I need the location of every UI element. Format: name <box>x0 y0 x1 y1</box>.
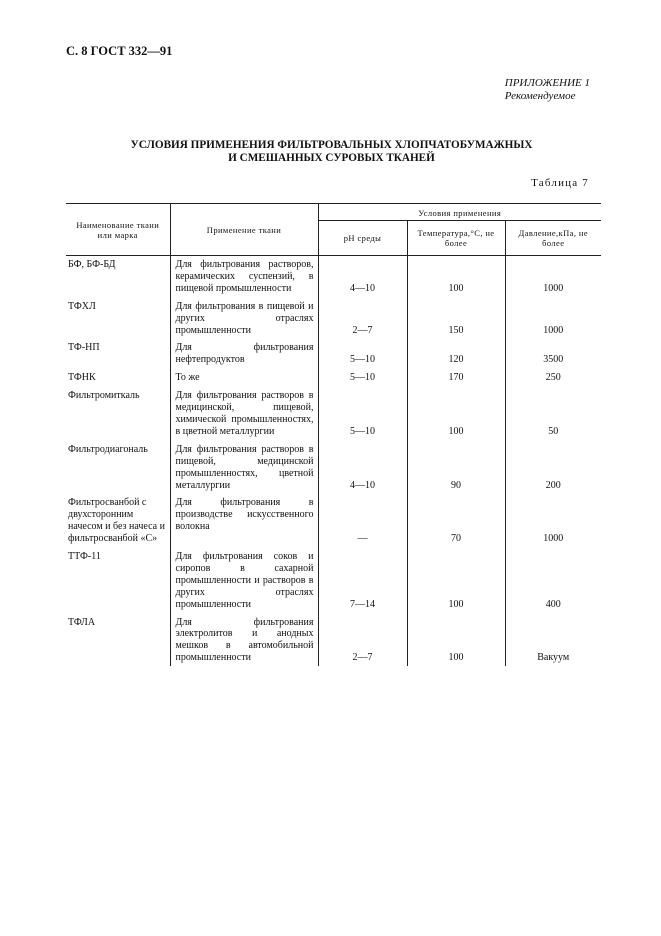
document-title-line-2: И СМЕШАННЫХ СУРОВЫХ ТКАНЕЙ <box>228 151 435 164</box>
cell-pressure: 400 <box>545 598 561 610</box>
cell-temperature: 90 <box>407 442 505 496</box>
cell-pressure: 200 <box>545 479 561 491</box>
appendix-block <box>505 77 590 103</box>
cell-use: Для фильтрования растворов, керамических суспензий, в пищевой промышленности <box>170 256 318 299</box>
header-pressure: Давление,кПа, не более <box>505 221 601 256</box>
header-ph: pH среды <box>318 221 407 256</box>
cell-name: ТФХЛ <box>66 299 170 341</box>
cell-name: Фильтродиагональ <box>66 442 170 496</box>
table-row <box>66 615 601 667</box>
appendix-title: ПРИЛОЖЕНИЕ 1 <box>504 77 590 89</box>
header-name: Наименование ткани или марка <box>66 204 170 256</box>
cell-name: ТФ-НП <box>66 340 170 370</box>
header-use: Применение ткани <box>170 204 318 256</box>
cell-ph: 4—10 <box>318 442 407 496</box>
table-row <box>66 370 601 388</box>
header-temperature: Температура,°С, не более <box>407 221 505 256</box>
cell-pressure: 1000 <box>543 533 564 545</box>
cell-temperature: 150 <box>407 299 505 341</box>
cell-ph: — <box>318 495 407 549</box>
cell-temperature: 100 <box>407 388 505 442</box>
cell-use: Для фильтрования растворов в пищевой, медицинской промышленностях, цветной металлургии <box>170 442 318 496</box>
cell-use: Для фильтрования в пищевой и других отраслях промышленности <box>170 299 318 341</box>
cell-use: Для фильтрования соков и сиропов в сахарной промышленности и растворов в других отраслях промышленности <box>170 549 318 615</box>
cell-pressure: 1000 <box>543 282 564 294</box>
cell-ph: 2—7 <box>318 299 407 341</box>
cell-ph: 5—10 <box>318 370 407 388</box>
table-row <box>66 442 601 496</box>
table-row <box>66 388 601 442</box>
cell-temperature: 170 <box>407 370 505 388</box>
conditions-table <box>66 203 601 666</box>
cell-pressure: 50 <box>548 425 559 437</box>
cell-temperature: 120 <box>407 340 505 370</box>
cell-use: То же <box>170 370 318 388</box>
cell-ph: 5—10 <box>318 340 407 370</box>
table-label: Таблица 7 <box>531 177 589 189</box>
cell-name: ТФЛА <box>66 615 170 667</box>
cell-ph: 2—7 <box>318 615 407 667</box>
cell-pressure: 250 <box>545 372 561 384</box>
cell-name: ТФНК <box>66 370 170 388</box>
cell-temperature: 70 <box>407 495 505 549</box>
table-row <box>66 495 601 549</box>
header-conditions: Условия применения <box>318 204 601 221</box>
cell-temperature: 100 <box>407 256 505 299</box>
cell-ph: 5—10 <box>318 388 407 442</box>
cell-name: Фильтромиткаль <box>66 388 170 442</box>
table-row <box>66 299 601 341</box>
cell-name: Фильтросванбой с двухсторонним начесом и без начеса и фильтросванбой «С» <box>66 495 170 549</box>
cell-use: Для фильтрования растворов в медицинской, пищевой, химической промышленностях, в цветной металлургии <box>170 388 318 442</box>
table-row <box>66 340 601 370</box>
cell-name: ТТФ-11 <box>66 549 170 615</box>
cell-use: Для фильтрования электролитов и анодных мешков в автомобильной промышленности <box>170 615 318 667</box>
cell-use: Для фильтрования в производстве искусственного волокна <box>170 495 318 549</box>
table-row <box>66 256 601 299</box>
cell-pressure: Вакуум <box>537 652 570 664</box>
document-title <box>66 139 597 164</box>
cell-pressure: 1000 <box>543 324 564 336</box>
page-header: С. 8 ГОСТ 332—91 <box>66 44 173 58</box>
cell-name: БФ, БФ-БД <box>66 256 170 299</box>
cell-temperature: 100 <box>407 549 505 615</box>
cell-temperature: 100 <box>407 615 505 667</box>
cell-ph: 7—14 <box>318 549 407 615</box>
cell-ph: 4—10 <box>318 256 407 299</box>
appendix-status: Рекомендуемое <box>504 90 576 102</box>
table-row <box>66 549 601 615</box>
cell-pressure: 3500 <box>543 354 564 366</box>
cell-use: Для фильтрования нефтепродуктов <box>170 340 318 370</box>
document-title-line-1: УСЛОВИЯ ПРИМЕНЕНИЯ ФИЛЬТРОВАЛЬНЫХ ХЛОПЧАТОБУМАЖНЫХ <box>130 139 533 151</box>
